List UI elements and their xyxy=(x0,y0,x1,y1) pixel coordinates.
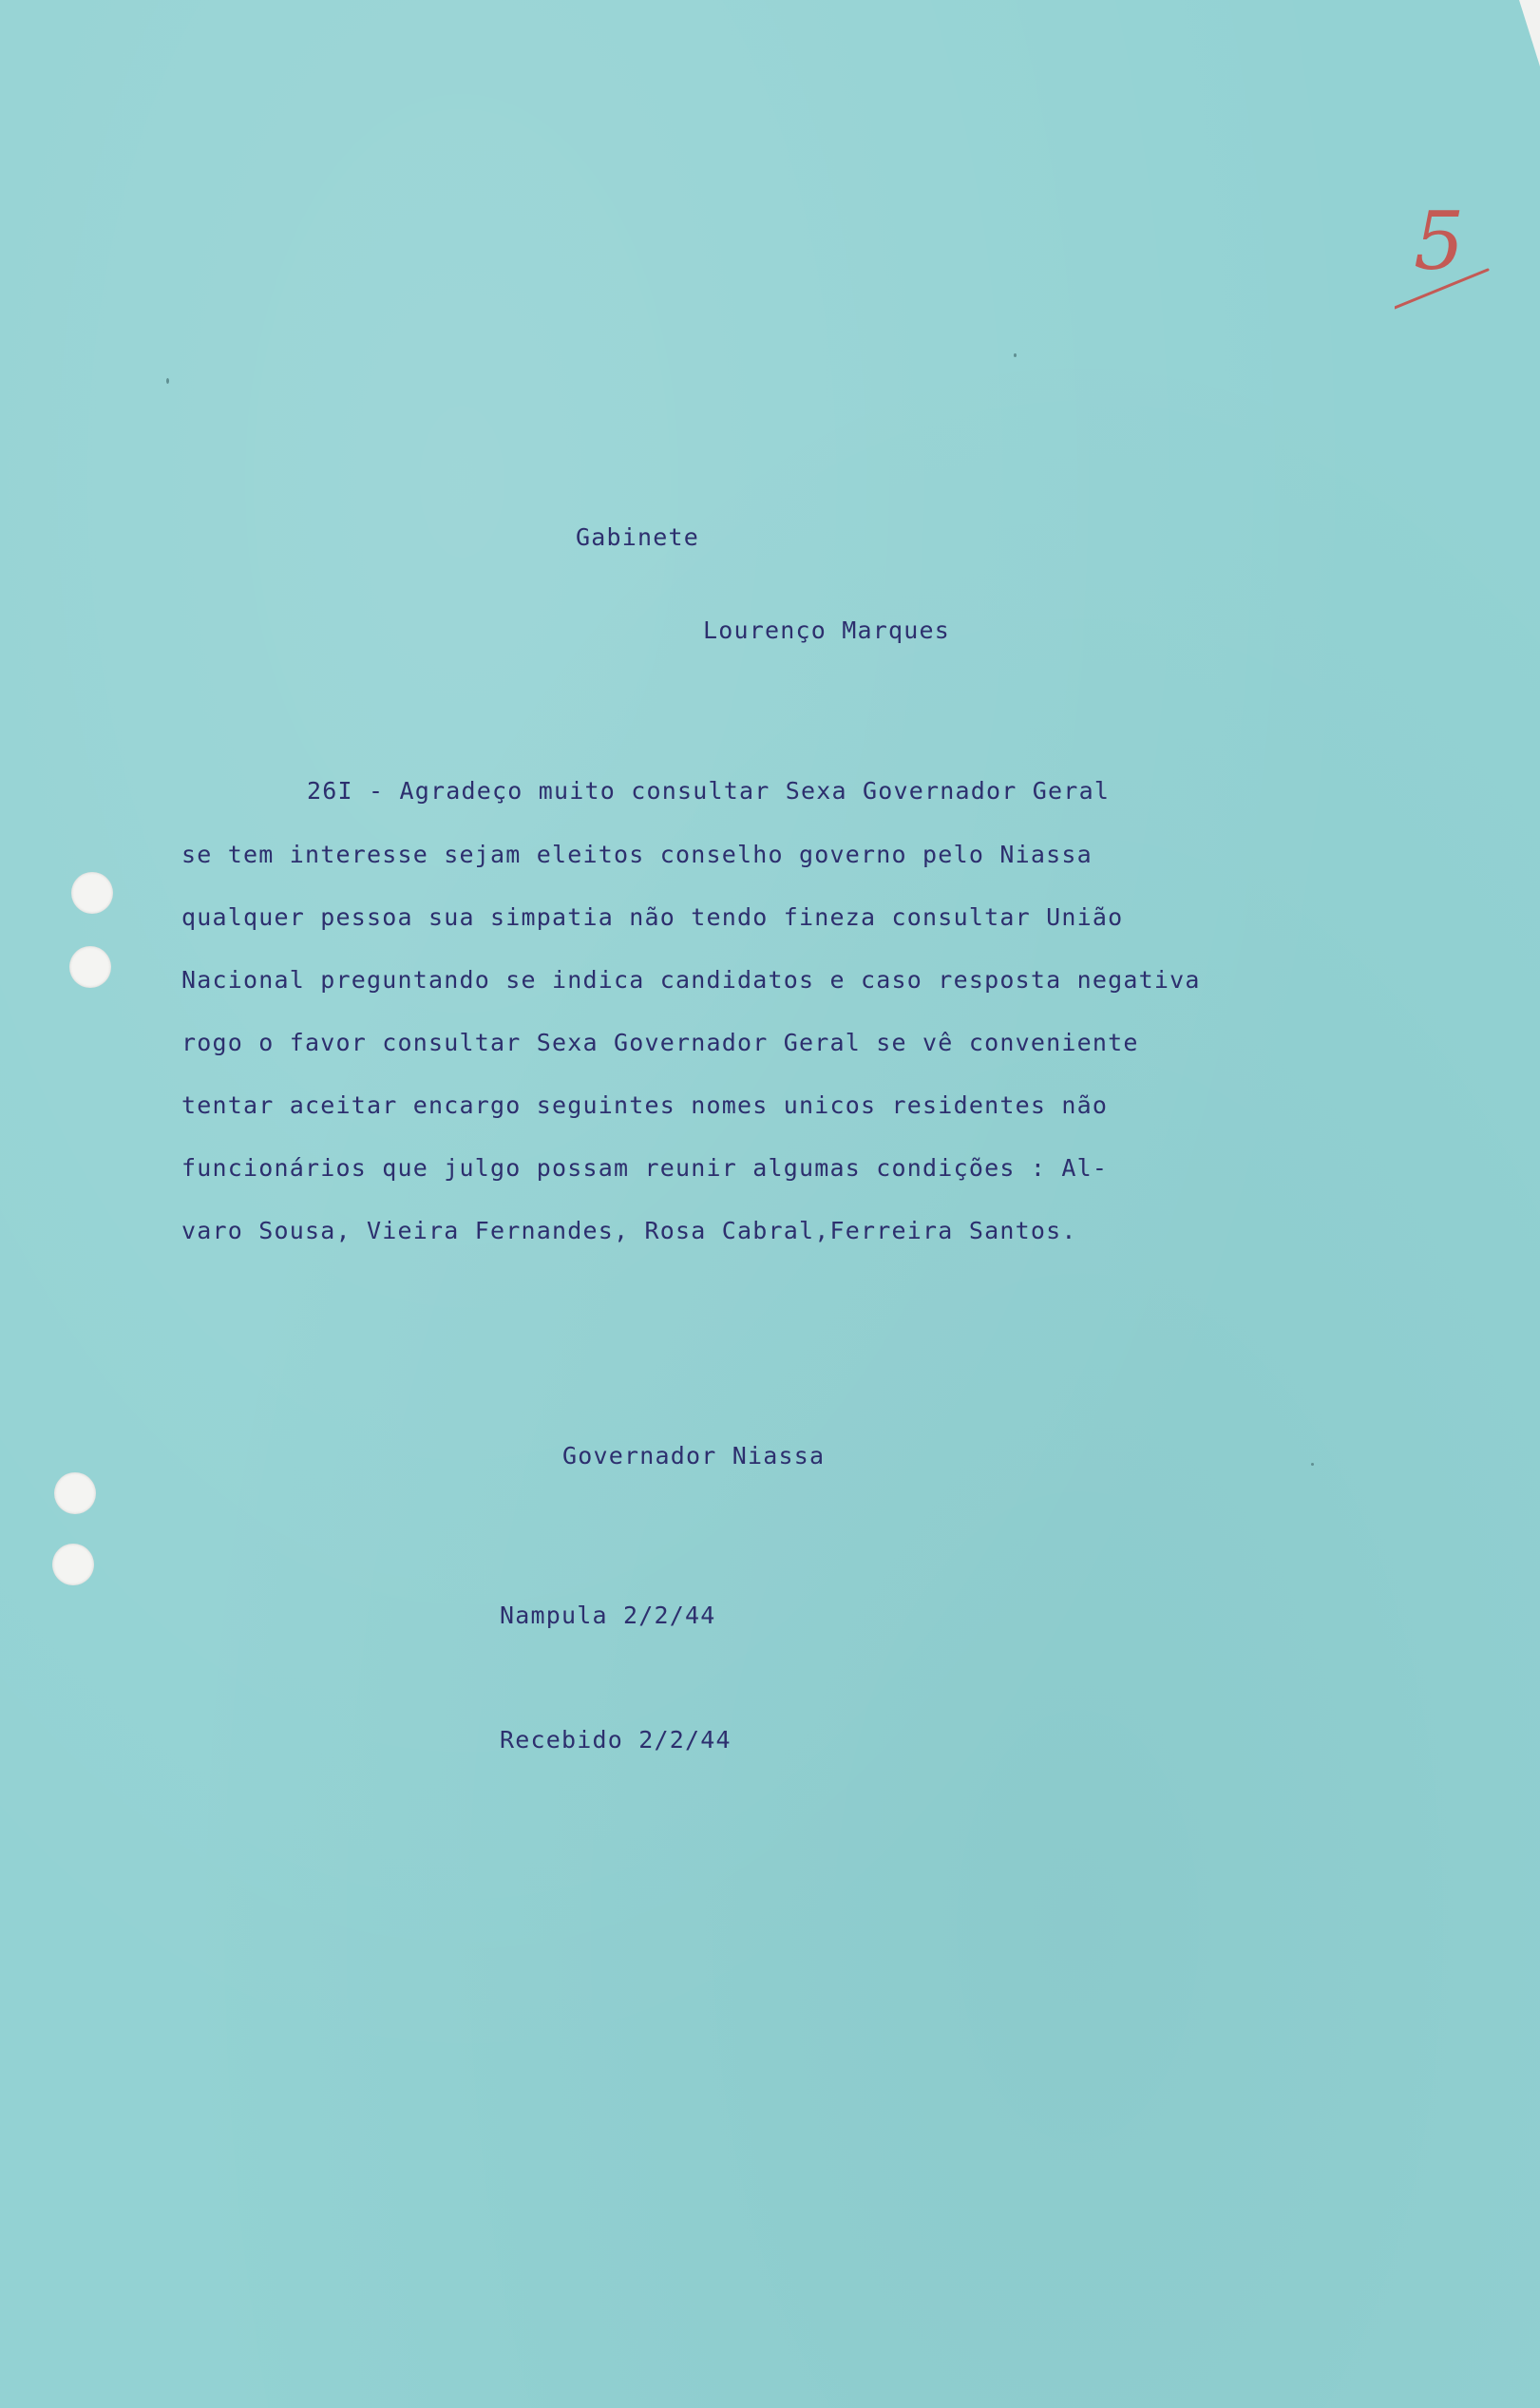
body-line-7: funcionários que julgo possam reunir algumas condições : Al- xyxy=(181,1154,1109,1182)
punch-hole-2 xyxy=(69,946,111,988)
paper-speck xyxy=(1014,353,1017,357)
punch-hole-1 xyxy=(71,872,113,914)
header-line-1: Gabinete xyxy=(576,523,700,551)
underline-stroke xyxy=(1395,195,1499,325)
signature-line: Governador Niassa xyxy=(562,1442,826,1469)
body-line-5: rogo o favor consultar Sexa Governador Geral se vê conveniente xyxy=(181,1029,1139,1056)
header-line-2: Lourenço Marques xyxy=(703,616,951,644)
body-line-8: varo Sousa, Vieira Fernandes, Rosa Cabral,Ferreira Santos. xyxy=(181,1217,1077,1244)
page-number-text: 5 xyxy=(1414,195,1465,288)
punch-hole-4 xyxy=(52,1544,94,1585)
handwritten-page-number xyxy=(1395,195,1499,325)
received-line: Recebido 2/2/44 xyxy=(500,1726,732,1754)
body-line-2: se tem interesse sejam eleitos conselho governo pelo Niassa xyxy=(181,841,1093,868)
torn-corner xyxy=(1519,0,1540,66)
paper-speck xyxy=(166,378,169,384)
place-date-line: Nampula 2/2/44 xyxy=(500,1602,716,1629)
body-line-1: 26I - Agradeço muito consultar Sexa Governador Geral xyxy=(307,777,1111,805)
body-line-3: qualquer pessoa sua simpatia não tendo fineza consultar União xyxy=(181,903,1124,931)
paper-speck xyxy=(1311,1463,1314,1466)
body-line-4: Nacional preguntando se indica candidatos e caso resposta negativa xyxy=(181,966,1201,994)
body-line-6: tentar aceitar encargo seguintes nomes unicos residentes não xyxy=(181,1091,1109,1119)
punch-hole-3 xyxy=(54,1472,96,1514)
